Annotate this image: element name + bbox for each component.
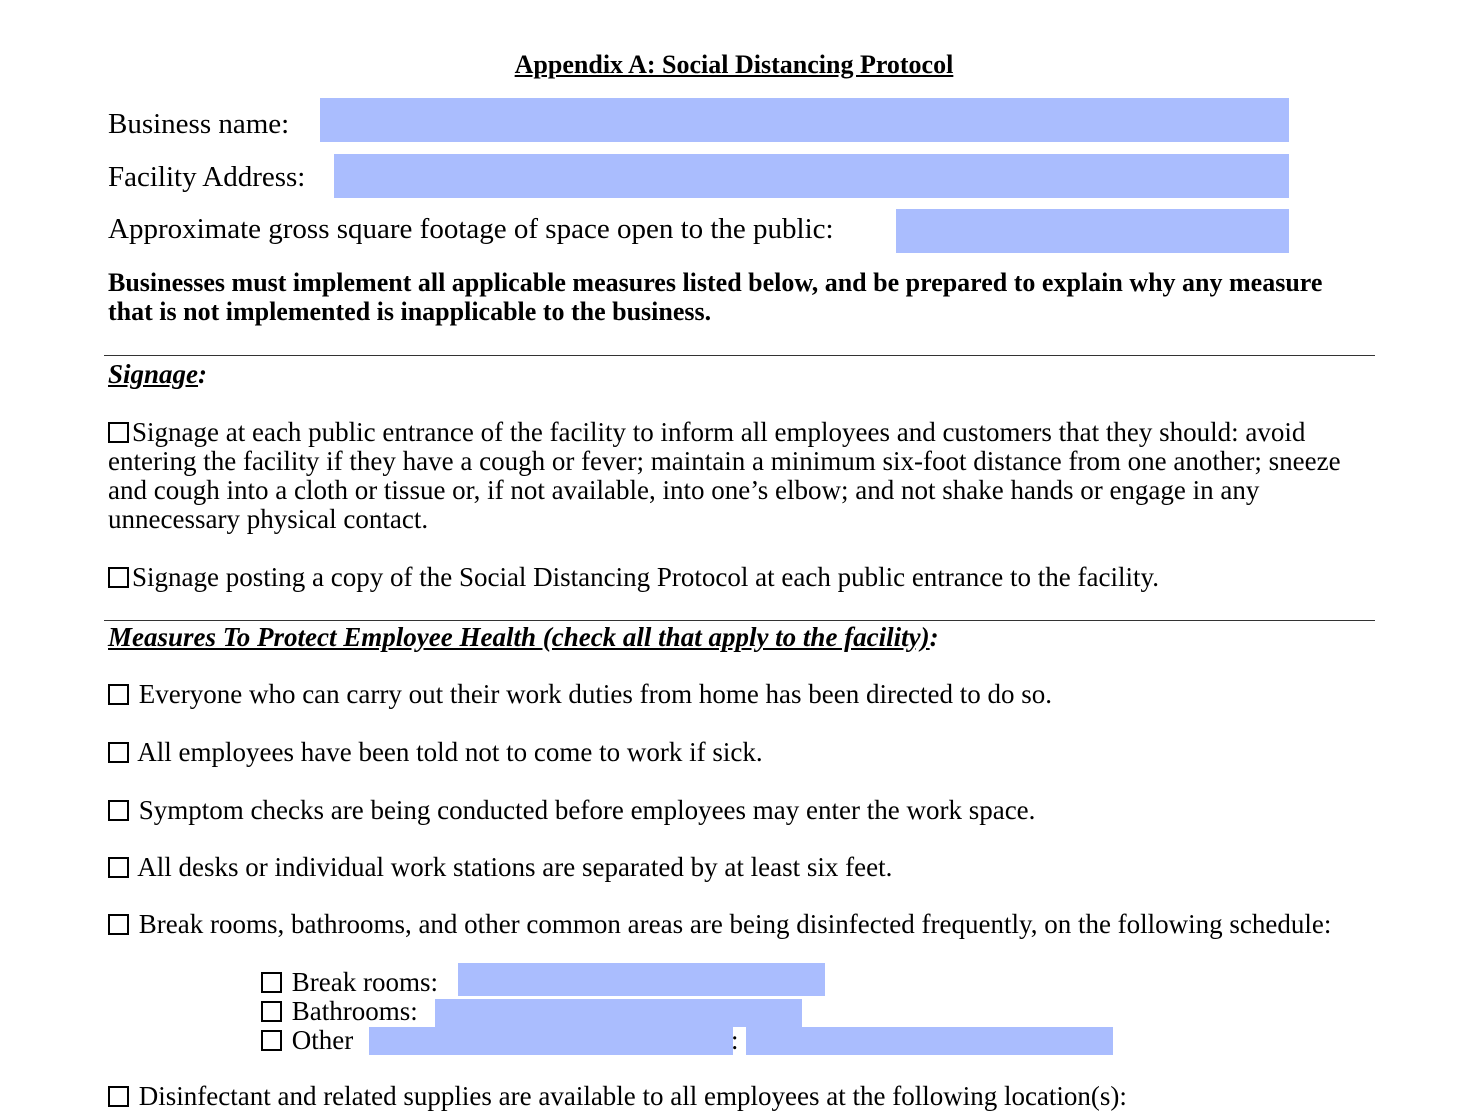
checkbox[interactable] [108,800,129,821]
checkbox[interactable] [108,567,129,588]
checkbox[interactable] [261,972,282,993]
square-footage-field[interactable] [896,209,1289,253]
facility-address-field[interactable] [334,154,1289,198]
other-schedule-field[interactable] [746,1027,1113,1055]
break-rooms-field[interactable] [458,963,825,996]
checkbox[interactable] [108,914,129,935]
employee-health-item: Disinfectant and related supplies are available to all employees at the following location(s): [108,1081,1127,1112]
page-title: Appendix A: Social Distancing Protocol [514,50,954,79]
business-name-label: Business name: [108,108,290,140]
checkbox[interactable] [108,684,129,705]
business-name-field[interactable] [320,98,1289,142]
employee-health-item: All desks or individual work stations are separated by at least six feet. [108,852,892,883]
employee-health-heading: Measures To Protect Employee Health (check all that apply to the facility): [108,622,939,652]
facility-address-label: Facility Address: [108,161,306,193]
signage-heading: Signage: [108,359,208,389]
section-divider [104,355,1375,356]
checkbox[interactable] [261,1001,282,1022]
checkbox[interactable] [108,857,129,878]
other-separator: : [731,1025,739,1055]
schedule-break-rooms: Break rooms: [261,967,438,998]
notice-text: Businesses must implement all applicable measures listed below, and be prepared to explain why any measure that is not implemented is inapplicable to the business. [108,268,1323,326]
section-divider [104,620,1375,621]
employee-health-item: Everyone who can carry out their work duties from home has been directed to do so. [108,679,1052,710]
employee-health-item: All employees have been told not to come to work if sick. [108,737,763,768]
other-area-field[interactable] [369,1027,733,1055]
checkbox[interactable] [108,422,129,443]
schedule-bathrooms: Bathrooms: [261,996,418,1027]
signage-item: Signage at each public entrance of the facility to inform all employees and customers that they should: avoid entering the facility if they have a cough or fever; maintain a minimum six-foot distance from one another; sneeze and cough into a cloth or tissue or, if not available, into one’s elbow; and not shake hands or engage in any unnecessary physical contact. [108,417,1341,534]
schedule-other: Other [261,1025,353,1056]
employee-health-item: Break rooms, bathrooms, and other common areas are being disinfected frequently, on the following schedule: [108,910,1368,939]
square-footage-label: Approximate gross square footage of space open to the public: [108,213,834,245]
checkbox[interactable] [261,1030,282,1051]
signage-item: Signage posting a copy of the Social Distancing Protocol at each public entrance to the facility. [108,562,1159,593]
bathrooms-field[interactable] [435,999,802,1027]
checkbox[interactable] [108,742,129,763]
employee-health-item: Symptom checks are being conducted before employees may enter the work space. [108,795,1035,826]
